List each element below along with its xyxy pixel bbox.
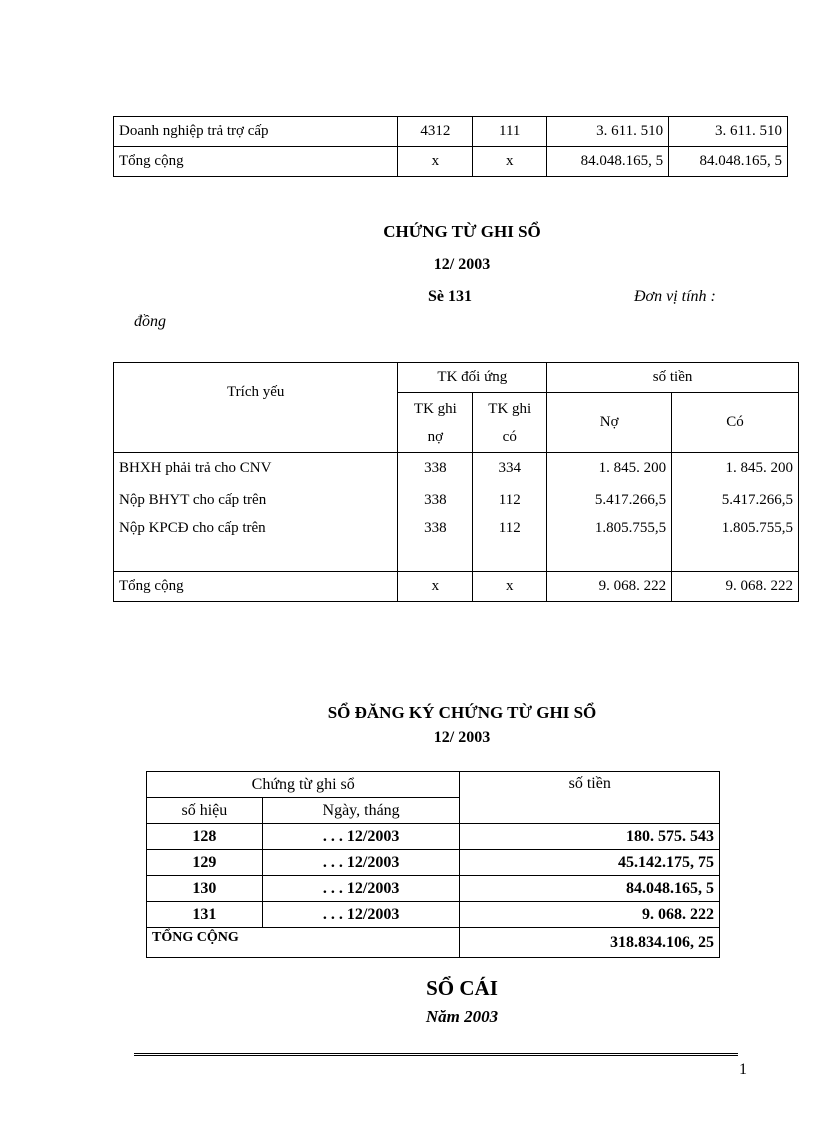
date-header: Ngày, tháng bbox=[262, 798, 460, 824]
row-debit-account: 338 bbox=[398, 453, 473, 485]
row-credit-account: 111 bbox=[473, 117, 547, 147]
row-desc: Doanh nghiệp trả trợ cấp bbox=[114, 117, 398, 147]
header-row bbox=[114, 363, 799, 393]
row-desc: Nộp KPCĐ cho cấp trên bbox=[114, 516, 398, 572]
top-table bbox=[113, 116, 788, 177]
voucher-header: Chứng từ ghi sổ bbox=[147, 772, 460, 798]
table-row bbox=[114, 516, 799, 572]
row-amount: 9. 068. 222 bbox=[460, 902, 720, 928]
debit-account-header bbox=[398, 393, 473, 453]
row-date: . . . 12/2003 bbox=[262, 850, 460, 876]
table-row bbox=[147, 850, 720, 876]
total-label: TỔNG CỘNG bbox=[147, 928, 460, 958]
row-credit-account: 112 bbox=[473, 516, 547, 572]
row-debit-amount: 84.048.165, 5 bbox=[547, 147, 669, 177]
debit-account-header-line2: nợ bbox=[427, 428, 444, 445]
table-row bbox=[114, 117, 788, 147]
amount-header: số tiền bbox=[460, 772, 720, 824]
row-number: 129 bbox=[147, 850, 263, 876]
credit-account-header-line2: có bbox=[502, 428, 517, 445]
total-row bbox=[114, 572, 799, 602]
row-number: 131 bbox=[147, 902, 263, 928]
table-row bbox=[147, 824, 720, 850]
total-credit-account: x bbox=[473, 572, 547, 602]
ledger-title: SỔ CÁI bbox=[426, 976, 498, 1000]
table-row bbox=[114, 453, 799, 485]
row-date: . . . 12/2003 bbox=[262, 824, 460, 850]
summary-header: Trích yếu bbox=[114, 363, 398, 453]
voucher-table bbox=[113, 362, 799, 602]
row-credit-account: 112 bbox=[473, 485, 547, 516]
row-desc: Tổng cộng bbox=[114, 147, 398, 177]
counter-account-header: TK đối ứng bbox=[398, 363, 547, 393]
row-debit-account: 338 bbox=[398, 516, 473, 572]
row-date: . . . 12/2003 bbox=[262, 902, 460, 928]
debit-header: Nợ bbox=[547, 393, 672, 453]
table-row bbox=[114, 485, 799, 516]
row-credit-amount: 5.417.266,5 bbox=[672, 485, 799, 516]
debit-account-header-line1: TK ghi bbox=[413, 400, 457, 417]
row-desc: BHXH phải trả cho CNV bbox=[114, 453, 398, 485]
credit-account-header-line1: TK ghi bbox=[488, 400, 532, 417]
row-number: 128 bbox=[147, 824, 263, 850]
ledger-year: Năm 2003 bbox=[425, 1007, 499, 1026]
row-debit-amount: 1. 845. 200 bbox=[547, 453, 672, 485]
row-credit-amount: 3. 611. 510 bbox=[669, 117, 788, 147]
total-amount: 318.834.106, 25 bbox=[460, 928, 720, 958]
row-number: 130 bbox=[147, 876, 263, 902]
number-header: số hiệu bbox=[147, 798, 263, 824]
credit-account-header bbox=[473, 393, 547, 453]
unit-value: đồng bbox=[134, 313, 166, 330]
header-row bbox=[147, 772, 720, 798]
table-row bbox=[147, 902, 720, 928]
total-row bbox=[147, 928, 720, 958]
unit-label: Đơn vị tính : bbox=[634, 288, 716, 305]
row-credit-account: x bbox=[473, 147, 547, 177]
register-period: 12/ 2003 bbox=[433, 729, 491, 746]
row-credit-amount: 1.805.755,5 bbox=[672, 516, 799, 572]
voucher-title: CHỨNG TỪ GHI SỔ bbox=[383, 222, 541, 241]
register-title: SỔ ĐĂNG KÝ CHỨNG TỪ GHI SỔ bbox=[327, 703, 597, 722]
footer-rule bbox=[134, 1053, 738, 1056]
total-debit-amount: 9. 068. 222 bbox=[547, 572, 672, 602]
row-date: . . . 12/2003 bbox=[262, 876, 460, 902]
row-credit-amount: 1. 845. 200 bbox=[672, 453, 799, 485]
row-debit-amount: 3. 611. 510 bbox=[547, 117, 669, 147]
register-table bbox=[146, 771, 720, 958]
row-credit-account: 334 bbox=[473, 453, 547, 485]
total-credit-amount: 9. 068. 222 bbox=[672, 572, 799, 602]
total-desc: Tổng cộng bbox=[114, 572, 398, 602]
row-debit-account: 338 bbox=[398, 485, 473, 516]
row-amount: 45.142.175, 75 bbox=[460, 850, 720, 876]
voucher-number: Sè 131 bbox=[428, 288, 472, 305]
row-amount: 84.048.165, 5 bbox=[460, 876, 720, 902]
credit-header: Có bbox=[672, 393, 799, 453]
row-desc: Nộp BHYT cho cấp trên bbox=[114, 485, 398, 516]
row-debit-account: x bbox=[398, 147, 473, 177]
table-row bbox=[147, 876, 720, 902]
row-amount: 180. 575. 543 bbox=[460, 824, 720, 850]
row-debit-amount: 5.417.266,5 bbox=[547, 485, 672, 516]
amount-header: số tiền bbox=[547, 363, 799, 393]
voucher-period: 12/ 2003 bbox=[433, 256, 491, 273]
table-row bbox=[114, 147, 788, 177]
row-debit-amount: 1.805.755,5 bbox=[547, 516, 672, 572]
total-debit-account: x bbox=[398, 572, 473, 602]
page-number: 1 bbox=[739, 1061, 747, 1078]
row-credit-amount: 84.048.165, 5 bbox=[669, 147, 788, 177]
row-debit-account: 4312 bbox=[398, 117, 473, 147]
